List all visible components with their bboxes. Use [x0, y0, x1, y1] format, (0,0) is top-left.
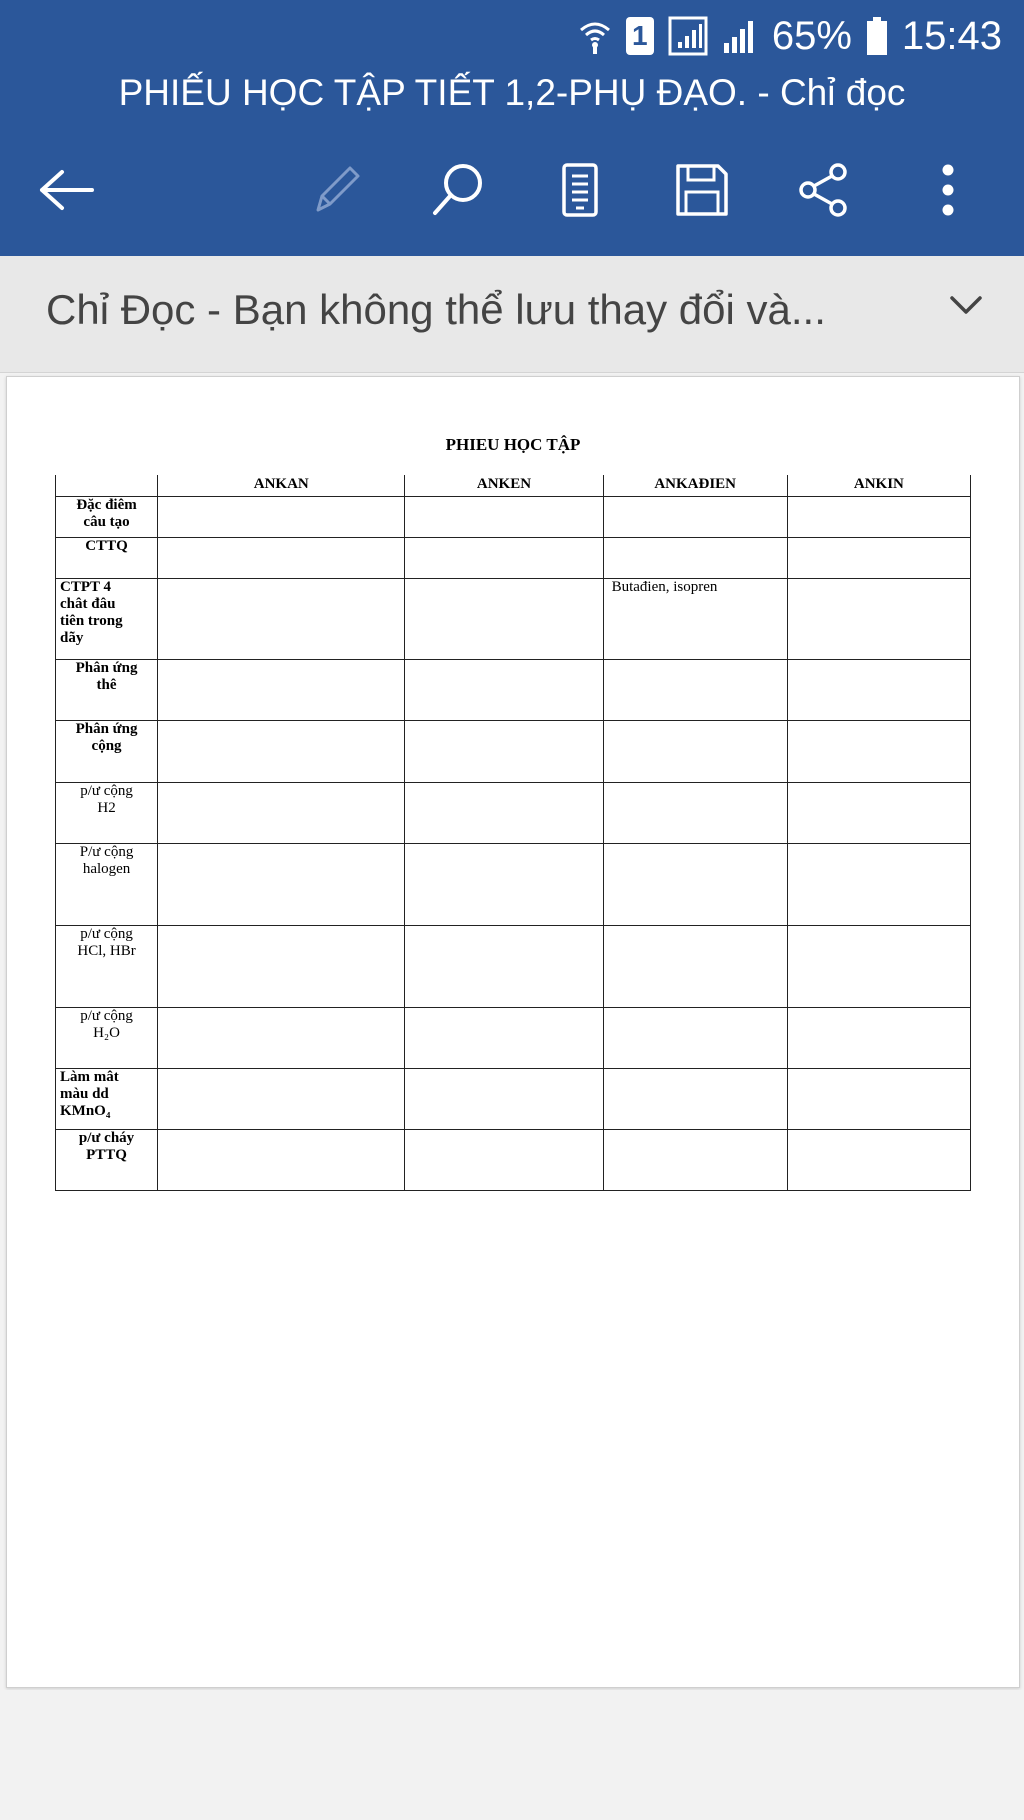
- table-cell: [158, 783, 405, 844]
- row-header: Phân ứng cộng: [56, 721, 158, 783]
- table-cell: [603, 783, 787, 844]
- app-bar: [0, 0, 1024, 256]
- status-bar: [578, 10, 1002, 62]
- header-cell-anken: ANKEN: [405, 475, 603, 497]
- table-cell: [158, 538, 405, 579]
- header-cell: [56, 475, 158, 497]
- worksheet-table: [55, 475, 971, 1191]
- table-cell: [158, 497, 405, 538]
- header-cell-ankadien: ANKAĐIEN: [603, 475, 787, 497]
- search-button[interactable]: [418, 150, 498, 230]
- table-cell: [603, 1069, 787, 1130]
- table-cell: [158, 1130, 405, 1191]
- table-cell: [603, 721, 787, 783]
- table-cell: [603, 538, 787, 579]
- table-cell: [158, 1069, 405, 1130]
- table-cell: [603, 660, 787, 721]
- table-cell: [787, 783, 970, 844]
- reading-view-button[interactable]: [540, 150, 620, 230]
- edit-button[interactable]: [296, 150, 376, 230]
- signal-box-icon: [668, 16, 708, 56]
- table-cell: [158, 660, 405, 721]
- table-row: [56, 721, 971, 783]
- back-button[interactable]: [26, 150, 106, 230]
- table-row: [56, 660, 971, 721]
- save-button[interactable]: [662, 150, 742, 230]
- table-cell: [603, 1130, 787, 1191]
- battery-icon: [866, 17, 888, 55]
- sim-slot-badge: 1: [626, 17, 654, 55]
- row-header: P/ư cộng halogen: [56, 844, 158, 926]
- viewer-background: [0, 1690, 1024, 1820]
- row-header: CTPT 4 chât đâu tiên trong dãy: [56, 579, 158, 660]
- row-header: CTTQ: [56, 538, 158, 579]
- table-cell: [158, 1008, 405, 1069]
- read-only-message: Chỉ Đọc - Bạn không thể lưu thay đổi và...: [46, 286, 826, 333]
- table-header-row: [56, 475, 971, 497]
- table-cell: [405, 783, 603, 844]
- table-cell: [787, 1069, 970, 1130]
- table-row: [56, 783, 971, 844]
- table-cell-butadien: Butađien, isopren: [603, 579, 787, 660]
- table-row: [56, 926, 971, 1008]
- chevron-down-icon: [948, 292, 984, 316]
- header-cell-ankan: ANKAN: [158, 475, 405, 497]
- expand-banner-button[interactable]: [948, 292, 984, 321]
- table-row: [56, 1008, 971, 1069]
- table-cell: [405, 1008, 603, 1069]
- read-only-banner[interactable]: [0, 256, 1024, 373]
- battery-percent: 65%: [771, 13, 852, 58]
- table-row: [56, 538, 971, 579]
- table-cell: [405, 660, 603, 721]
- row-header: p/ư cộng H2: [56, 783, 158, 844]
- table-cell: [787, 844, 970, 926]
- row-header: Làm mât màu dd KMnO₄: [56, 1069, 158, 1130]
- share-icon: [796, 162, 852, 218]
- table-cell: [158, 721, 405, 783]
- table-cell: [787, 497, 970, 538]
- table-cell: [787, 1008, 970, 1069]
- document-page[interactable]: [6, 376, 1020, 1688]
- row-header: p/ư cộng HCl, HBr: [56, 926, 158, 1008]
- share-button[interactable]: [784, 150, 864, 230]
- table-cell: [405, 579, 603, 660]
- wifi-icon: [578, 18, 612, 54]
- toolbar: [0, 150, 1024, 230]
- table-row: [56, 1130, 971, 1191]
- table-cell: [603, 926, 787, 1008]
- row-header: p/ư cháy PTTQ: [56, 1130, 158, 1191]
- back-arrow-icon: [38, 168, 94, 212]
- row-header: Phân ứng thê: [56, 660, 158, 721]
- search-icon: [429, 161, 487, 219]
- table-cell: [787, 1130, 970, 1191]
- header-cell-ankin: ANKIN: [787, 475, 970, 497]
- table-cell: [787, 579, 970, 660]
- table-cell: [603, 1008, 787, 1069]
- table-cell: [405, 926, 603, 1008]
- row-header: p/ư cộng H₂O: [56, 1008, 158, 1069]
- save-icon: [674, 162, 730, 218]
- table-cell: [405, 844, 603, 926]
- worksheet-title: PHIEU HỌC TẬP: [445, 435, 581, 454]
- table-cell: [603, 844, 787, 926]
- row-header: Đặc điêm câu tạo: [56, 497, 158, 538]
- table-cell: [405, 721, 603, 783]
- table-cell: [787, 538, 970, 579]
- table-cell: [158, 844, 405, 926]
- table-cell: [158, 926, 405, 1008]
- table-cell: [405, 538, 603, 579]
- edit-pencil-icon: [308, 162, 364, 218]
- more-options-icon: [940, 162, 956, 218]
- clock-time: 15:43: [901, 13, 1002, 58]
- table-row: [56, 497, 971, 538]
- document-title-bar: PHIẾU HỌC TẬP TIẾT 1,2-PHỤ ĐẠO. - Chỉ đọc: [118, 72, 906, 113]
- table-cell: [787, 660, 970, 721]
- reading-view-icon: [560, 162, 600, 218]
- more-options-button[interactable]: [908, 150, 988, 230]
- signal-strength-icon: [722, 19, 758, 53]
- table-row: [56, 844, 971, 926]
- table-cell: [405, 1130, 603, 1191]
- table-cell: [787, 721, 970, 783]
- table-cell: [603, 497, 787, 538]
- table-cell: [405, 1069, 603, 1130]
- table-cell: [158, 579, 405, 660]
- table-row: [56, 1069, 971, 1130]
- table-cell: [405, 497, 603, 538]
- table-cell: [787, 926, 970, 1008]
- table-row: [56, 579, 971, 660]
